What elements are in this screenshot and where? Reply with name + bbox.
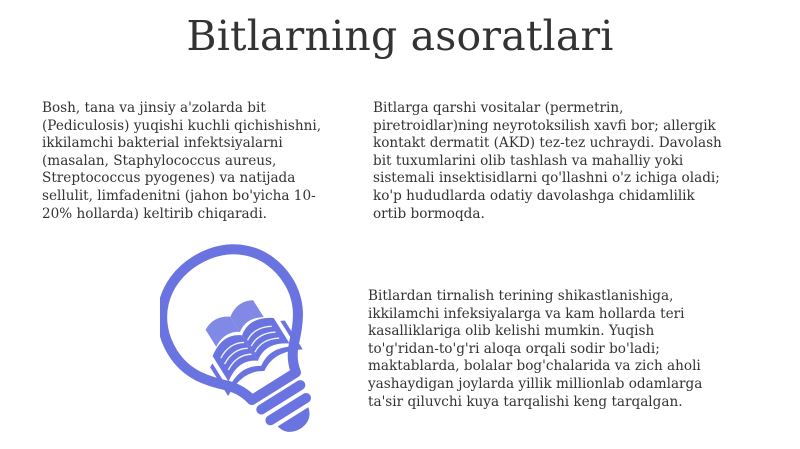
text-line: yashaydigan joylarda yillik millionlab odamlarga xyxy=(368,375,703,392)
text-line: ikkilamchi infeksiyalarga va kam hollarda teri xyxy=(368,305,685,322)
text-line: Bitlarga qarshi vositalar (permetrin, xyxy=(373,100,624,116)
slide-title: Bitlarning asoratlari xyxy=(186,12,614,60)
text-line: bit tuxumlarini olib tashlash va mahalliy yoki xyxy=(373,152,684,169)
lightbulb-book-icon xyxy=(160,242,320,449)
text-line: piretroidlar)ning neyrotoksilish xavfi bor; allergik xyxy=(373,117,716,134)
text-line: sistemali insektisidlarni qo'llashni o'z ichiga oladi; xyxy=(373,170,720,187)
text-line: maktablarda, bolalar bog'chalarida va zich aholi xyxy=(368,358,701,375)
paragraph-complications xyxy=(42,100,347,223)
text-line: sellulit, limfadenitni (jahon bo'yicha 10- xyxy=(42,187,316,204)
text-line: ortib bormoqda. xyxy=(373,205,485,222)
text-line: ko'p hududlarda odatiy davolashga chidamlilik xyxy=(373,187,695,204)
text-line: ta'sir qiluvchi kuya tarqalishi keng tarqalgan. xyxy=(368,393,683,410)
paragraph-transmission xyxy=(368,288,730,411)
text-line: Bosh, tana va jinsiy a'zolarda bit xyxy=(42,100,266,116)
paragraph-treatment xyxy=(373,100,722,223)
text-line: (Pediculosis) yuqishi kuchli qichishishni, xyxy=(42,117,322,134)
text-line: (masalan, Staphylococcus aureus, xyxy=(42,152,277,169)
text-line: to'g'ridan-to'g'ri aloqa orqali sodir bo'ladi; xyxy=(368,340,660,357)
text-line: Streptococcus pyogenes) va natijada xyxy=(42,170,296,187)
text-line: ikkilamchi bakterial infektsiyalarni xyxy=(42,135,283,152)
text-line: 20% hollarda) keltirib chiqaradi. xyxy=(42,205,268,222)
bulb-outline xyxy=(160,242,320,422)
text-line: kontakt dermatit (AKD) tez-tez uchraydi. Davolash xyxy=(373,135,722,152)
text-line: Bitlardan tirnalish terining shikastlanishiga, xyxy=(368,288,674,304)
text-line: kasalliklariga olib kelishi mumkin. Yuqish xyxy=(368,323,655,340)
